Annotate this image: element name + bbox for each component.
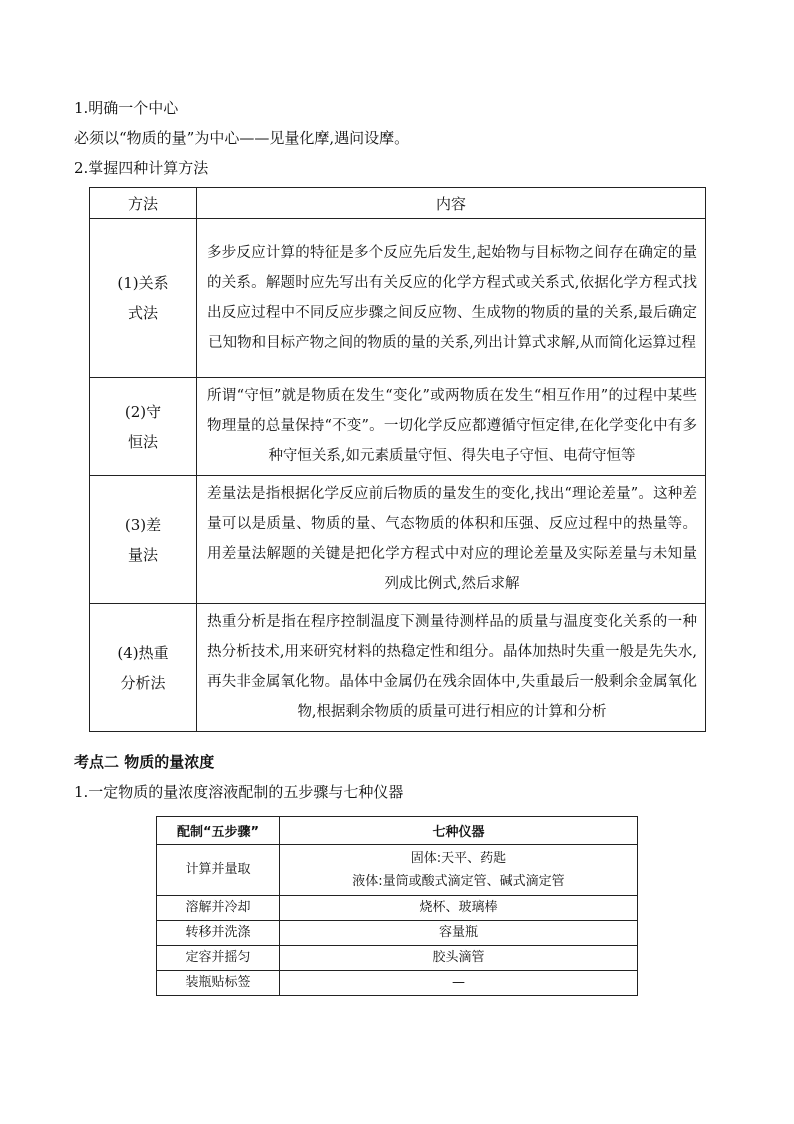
steps-table-header-row — [157, 817, 638, 845]
method-label-line: (4)热重 — [117, 643, 169, 662]
table-row — [90, 604, 706, 732]
step-cell: 计算并量取 — [157, 845, 280, 896]
item1-text: 必须以“物质的量”为中心——见量化摩,遇问设摩。 — [74, 129, 410, 147]
method-label-line: (1)关系 — [117, 274, 169, 292]
step-cell: 溶解并冷却 — [157, 896, 280, 921]
table-row — [90, 476, 706, 604]
steps-header-step: 配制“五步骤” — [157, 817, 280, 845]
method-cell — [90, 378, 197, 476]
method-label-line: 量法 — [127, 545, 158, 564]
steps-header-instruments: 七种仪器 — [280, 817, 638, 845]
section2-item1-title: 1.一定物质的量浓度溶液配制的五步骤与七种仪器 — [74, 783, 404, 801]
instrument-cell: 容量瓶 — [280, 921, 638, 946]
methods-header-method: 方法 — [90, 188, 197, 219]
method-cell — [90, 219, 197, 378]
table-row — [90, 378, 706, 476]
item1-title: 1.明确一个中心 — [74, 99, 179, 117]
methods-header-content: 内容 — [197, 188, 706, 219]
item2-title: 2.掌握四种计算方法 — [74, 159, 209, 177]
instrument-cell: — — [280, 971, 638, 996]
table-row — [157, 921, 638, 946]
table-row — [157, 971, 638, 996]
method-label-line: (3)差 — [124, 515, 162, 534]
methods-table — [89, 187, 706, 732]
method-content-cell: 差量法是指根据化学反应前后物质的量发生的变化,找出“理论差量”。这种差量可以是质量、物质的量、气态物质的体积和压强、反应过程中的热量等。用差量法解题的关键是把化学方程式中对应的理论差量及实际差量与未知量列成比例式,然后求解 — [197, 476, 706, 604]
method-label-line: 恒法 — [127, 432, 158, 451]
instrument-line: 液体:量筒或酸式滴定管、碱式滴定管 — [352, 874, 565, 889]
method-label-line: 分析法 — [120, 673, 166, 692]
table-row — [157, 845, 638, 896]
method-label-line: 式法 — [127, 304, 158, 322]
instrument-cell — [280, 845, 638, 896]
method-cell — [90, 476, 197, 604]
method-label-line: (2)守 — [124, 402, 162, 421]
method-content-cell: 多步反应计算的特征是多个反应先后发生,起始物与目标物之间存在确定的量的关系。解题时应先写出有关反应的化学方程式或关系式,依据化学方程式找出反应过程中不同反应步骤之间反应物、生成物的物质的量的关系,最后确定已知物和目标产物之间的物质的量的关系,列出计算式求解,从而简化运算过程 — [197, 219, 706, 378]
instrument-cell: 胶头滴管 — [280, 946, 638, 971]
steps-table — [156, 816, 638, 996]
step-cell: 转移并洗涤 — [157, 921, 280, 946]
table-row — [157, 896, 638, 921]
step-cell: 定容并摇匀 — [157, 946, 280, 971]
table-row — [90, 219, 706, 378]
instrument-cell: 烧杯、玻璃棒 — [280, 896, 638, 921]
methods-table-header-row — [90, 188, 706, 219]
method-cell — [90, 604, 197, 732]
method-content-cell: 所谓“守恒”就是物质在发生“变化”或两物质在发生“相互作用”的过程中某些物理量的总量保持“不变”。一切化学反应都遵循守恒定律,在化学变化中有多种守恒关系,如元素质量守恒、得失电子守恒、电荷守恒等 — [197, 378, 706, 476]
step-cell: 装瓶贴标签 — [157, 971, 280, 996]
method-content-cell: 热重分析是指在程序控制温度下测量待测样品的质量与温度变化关系的一种热分析技术,用来研究材料的热稳定性和组分。晶体加热时失重一般是先失水,再失非金属氧化物。晶体中金属仍在残余固体中,失重最后一般剩余金属氧化物,根据剩余物质的质量可进行相应的计算和分析 — [197, 604, 706, 732]
instrument-line: 固体:天平、药匙 — [410, 851, 507, 866]
section2-heading: 考点二 物质的量浓度 — [74, 753, 215, 771]
table-row — [157, 946, 638, 971]
